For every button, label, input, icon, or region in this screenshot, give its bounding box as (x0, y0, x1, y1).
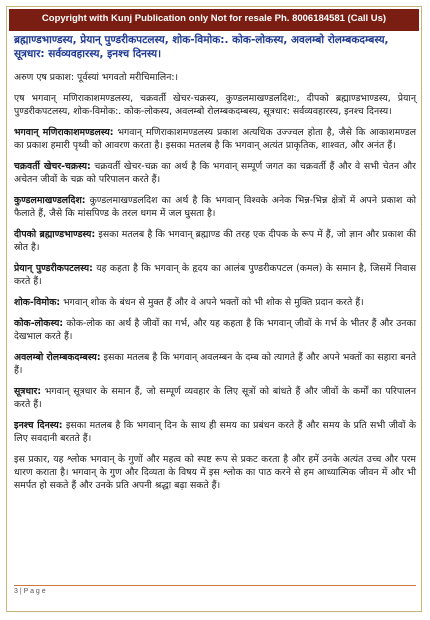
copyright-banner (9, 9, 419, 31)
paragraph-7: प्रेयान् पुण्डरीकपटलस्य: यह कहता है कि भगवान् के हृदय का आलंब पुण्डरीकपटल (कमल) के समान है, जिसमें निवास करते हैं। (14, 263, 416, 287)
paragraph-1: अरुण एष प्रकाश: पूर्वस्यां भगवतो मरीचिमालिन:। (14, 72, 179, 83)
paragraph-3: भगवान् मणिराकाशमण्डलस्य: भगवान् मणिराकाशमण्डलस्य प्रकाश अत्यधिक उज्ज्वल होता है, जैसे कि आकाशमण्डल का प्रकाश हमारी पृथ्वी को आवरण करता है। इसका मतलब है कि भगवान् अत्यंत प्राकृतिक, शाश्वत, और अनंत हैं। (14, 127, 416, 151)
paragraph-4: चक्रवर्ती खेचर-चक्रस्य: चक्रवर्ती खेचर-चक्र का अर्थ है कि भगवान् सम्पूर्ण जगत का चक्रवर्ती हैं और वे सभी चेतन और अचेतन जीवों के चक्र को परिपालन करते हैं। (14, 161, 416, 185)
paragraph-6: दीपको ब्रह्माण्डभाण्डस्य: इसका मतलब है कि भगवान् ब्रह्माण्ड की तरह एक दीपक के रूप में हैं, जो ज्ञान और प्रकाश की स्रोत है। (14, 229, 416, 253)
paragraph-2: एष भगवान् मणिराकाशमण्डलस्य, चक्रवर्ती खेचर-चक्रस्य, कुण्डलमाखण्डलदिश:, दीपको ब्रह्माण्डभाण्डस्य, प्रेयान् पुण्डरीकपटलस्य, शोक-विमोक:. कोक-लोकस्य, अवलम्बो रोलम्बकदम्बस्य, सूत्रधार: सर्वव्यवहारस्य, इनश्च दिनस्य। (14, 93, 416, 117)
page-heading: ब्रह्माण्डभाण्डस्य, प्रेयान् पुण्डरीकपटलस्य, शोक-विमोक:. कोक-लोकस्य, अवलम्बो रोलम्बकदम्बस्य, सूत्रधार: सर्वव्यवहारस्य, इनश्च दिनस्य। (14, 34, 389, 60)
paragraph-9: कोक-लोकस्य: कोक-लोक का अर्थ है जीवों का गर्भ, और यह कहता है कि भगवान् जीवों के गर्भ के भीतर हैं और उनका देखभाल करते हैं। (14, 318, 416, 342)
page-number: 3 | P a g e (14, 588, 46, 595)
paragraph-8: शोक-विमोक: भगवान् शोक के बंधन से मुक्त हैं और वे अपने भक्तों को भी शोक से मुक्ति प्रदान करते हैं। (14, 297, 364, 308)
page-footer (14, 585, 416, 598)
copyright-text: Copyright with Kunj Publication only Not for resale Ph. 8006184581 (Call Us) (41, 13, 387, 24)
paragraph-12: इनश्च दिनस्य: इसका मतलब है कि भगवान् दिन के साथ ही समय का प्रबंधन करते हैं और समय के प्रति सभी जीवों के लिए सवदानी बरतते हैं। (14, 420, 417, 444)
paragraph-10: अवलम्बो रोलम्बकदम्बस्य: इसका मतलब है कि भगवान् अवलम्बन के दम्ब को त्यागते हैं और अपने भक्तों का सहारा बनते हैं। (14, 352, 417, 376)
document-body (14, 71, 416, 500)
paragraph-5: कुण्डलमाखण्डलदिश: कुण्डलमाखण्डलदिश का अर्थ है कि भगवान् विश्वके अनेक भिन्न-भिन्न क्षेत्रों में अपने प्रकाश को फैलाते हैं, जैसे कि मांसपिण्ड के तरल धगम में जल घुसता है। (14, 195, 416, 219)
paragraph-13: इस प्रकार, यह श्लोक भगवान् के गुणों और महत्व को स्पष्ट रूप से प्रकट करता है और हमें उनके अत्यंत उच्च और परम धारण कराता है। भगवान् के गुण और दिव्यता के विषय में इस श्लोक का पाठ करने से हम आध्यात्मिक जीवन में और भी समर्पत हो सकते हैं और उनके प्रति अपनी श्रद्धा बढ़ा सकते हैं। (14, 454, 416, 491)
paragraph-11: सूत्रधार: भगवान् सूत्रधार के समान हैं, जो सम्पूर्ण व्यवहार के लिए सूत्रों को बांधते हैं और जीवों के कर्मों का परिपालन करते हैं। (14, 386, 416, 410)
